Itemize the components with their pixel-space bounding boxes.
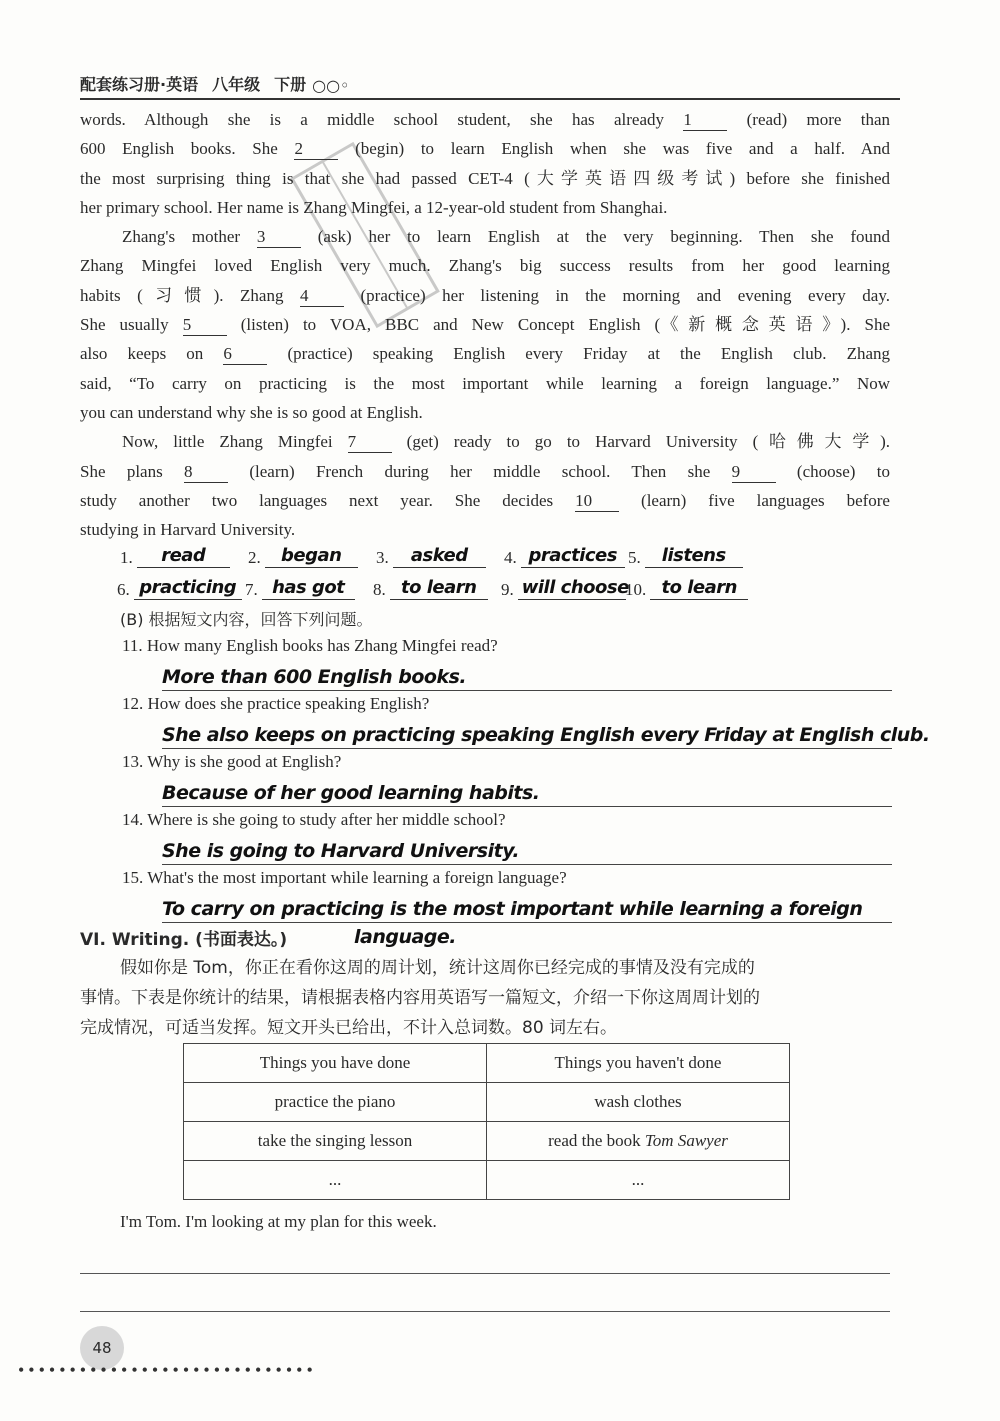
passage-line [80,427,890,456]
passage-text: Zhang's mother [122,227,257,247]
table-cell: wash clothes [487,1083,790,1122]
passage-text: her primary school. Her name is Zhang Mingfei, a 12-year-old student from Shanghai. [80,197,668,217]
writing-instruction-1: 假如你是 Tom，你正在看你这周的周计划，统计这周你已经完成的事情及没有完成的 [120,958,755,978]
volume-label: 下册 [274,75,307,94]
table-header-row [184,1044,790,1083]
passage-line [80,515,890,544]
question-text: 13. Why is she good at English? [122,752,342,771]
header-marks: ○○◦ [312,76,350,95]
passage-text: Now, little Zhang Mingfei [122,432,348,452]
answer-line[interactable]: To carry on practicing is the most important while learning a foreign [162,896,892,923]
passage-line [80,281,890,310]
answer-item[interactable]: 3. asked [376,545,486,568]
column-header-done: Things you have done [184,1044,487,1083]
passage-line [80,457,890,486]
table-cell: practice the piano [184,1083,487,1122]
passage-line [80,486,890,515]
column-header-not-done: Things you haven't done [487,1044,790,1083]
page-header [80,72,900,100]
writing-section-title: VI. Writing. (书面表达。) [80,930,288,950]
answer-value[interactable]: practices [521,545,625,568]
passage-text: She plans [80,461,185,481]
passage-text: you can understand why she is so good at English. [80,402,423,422]
fill-blank[interactable]: 4 [300,286,344,307]
answer-item[interactable]: 7. has got [245,577,355,600]
writing-start-sentence: I'm Tom. I'm looking at my plan for this week. [120,1212,437,1231]
answer-item[interactable]: 4. practices [504,545,625,568]
passage-line [80,105,890,134]
table-row [184,1122,790,1161]
question-text: 15. What's the most important while learning a foreign language? [122,868,567,887]
part-b-instruction: (B) 根据短文内容，回答下列问题。 [120,610,373,629]
answer-value[interactable]: listens [645,545,743,568]
answer-item[interactable]: 2. began [248,545,358,568]
answer-item[interactable]: 6. practicing [117,577,242,600]
answer-line[interactable]: She also keeps on practicing speaking English every Friday at English club. [162,722,892,749]
passage-text: (get) ready to go to Harvard University (哈佛大学). [391,432,891,452]
passage-line [80,193,890,222]
passage-line [80,369,890,398]
writing-line[interactable] [80,1273,890,1274]
passage-text: the most surprising thing is that she had passed CET-4 (大学英语四级考试) before she finished [80,168,890,188]
writing-instruction-2: 事情。下表是你统计的结果，请根据表格内容用英语写一篇短文，介绍一下你这周周计划的 [80,988,760,1008]
passage-text: (listen) to VOA, BBC and New Concept English (《新概念英语》). She [226,315,891,335]
fill-blank[interactable]: 10 [575,491,619,512]
grade-label: 八年级 [212,75,261,94]
passage-line [80,339,890,368]
footer-dots: ••••••••••••••••••••••••••••• [18,1360,317,1380]
answer-value[interactable]: to learn [390,577,488,600]
table-cell: take the singing lesson [184,1122,487,1161]
answer-value[interactable]: will choose [518,577,626,600]
table-row [184,1083,790,1122]
answer-value[interactable]: began [265,545,358,568]
question-text: 14. Where is she going to study after her middle school? [122,810,506,829]
passage-text: Zhang Mingfei loved English very much. Zhang's big success results from her good learning [80,256,890,276]
table-cell: ... [487,1161,790,1200]
answer-item[interactable]: 10. to learn [625,577,748,600]
answer-item[interactable]: 8. to learn [373,577,488,600]
fill-blank[interactable]: 7 [348,432,392,453]
answer-line[interactable]: Because of her good learning habits. [162,780,892,807]
answer-item[interactable]: 5. listens [628,545,743,568]
passage-text: (ask) her to learn English at the very beginning. Then she found [300,227,891,247]
answer-value[interactable]: asked [393,545,486,568]
passage-text: (practice) speaking English every Friday at the English club. Zhang [267,344,890,364]
book-title: 配套练习册·英语 [80,75,199,94]
question-text: 11. How many English books has Zhang Mingfei read? [122,636,498,655]
writing-instruction-3: 完成情况，可适当发挥。短文开头已给出，不计入总词数。80 词左右。 [80,1018,618,1038]
passage-line [80,310,890,339]
fill-blank[interactable]: 8 [184,462,228,483]
passage-line [80,222,890,251]
weekly-plan-table [183,1043,790,1200]
table-row [184,1161,790,1200]
fill-blank[interactable]: 1 [683,110,727,131]
answer-line[interactable]: More than 600 English books. [162,664,892,691]
passage-text: 600 English books. She [80,139,295,159]
passage-text: also keeps on [80,344,224,364]
writing-line[interactable] [80,1311,890,1312]
passage-text: (read) more than [727,110,891,129]
reading-passage [80,105,890,544]
passage-text: (learn) French during her middle school. Then she [228,461,732,481]
passage-text: habits (习惯). Zhang [80,285,300,305]
answer-continuation: language. [354,926,457,948]
passage-text: studying in Harvard University. [80,520,296,540]
passage-line [80,251,890,280]
answer-value[interactable]: has got [262,577,355,600]
passage-text: (begin) to learn English when she was five and a half. And [338,139,890,159]
fill-blank[interactable]: 9 [732,462,776,483]
passage-text: (learn) five languages before [619,490,890,510]
fill-blank[interactable]: 3 [257,227,301,248]
table-cell: ... [184,1161,487,1200]
fill-blank[interactable]: 5 [183,315,227,336]
answer-value[interactable]: practicing [134,577,242,600]
passage-text: said, “To carry on practicing is the most important while learning a foreign language.” Now [80,373,890,393]
answer-item[interactable]: 9. will choose [501,577,629,599]
page-number: 48 [80,1326,124,1370]
fill-blank[interactable]: 2 [294,139,338,160]
answer-value[interactable]: read [137,545,230,568]
answer-value[interactable]: to learn [650,577,748,600]
passage-line [80,398,890,427]
passage-text: She usually [80,315,183,335]
fill-blank[interactable]: 6 [223,344,267,365]
answer-item[interactable]: 1. read [120,545,230,568]
answer-line[interactable]: She is going to Harvard University. [162,838,892,865]
question-text: 12. How does she practice speaking English? [122,694,430,713]
passage-text: (practice) her listening in the morning and evening every day. [344,285,890,305]
passage-line [80,134,890,163]
table-cell: read the book Tom Sawyer [487,1122,790,1161]
passage-text: (choose) to [775,461,890,481]
passage-text: study another two languages next year. She decides [80,490,576,510]
passage-line [80,164,890,193]
passage-text: words. Although she is a middle school student, she has already [80,110,684,129]
